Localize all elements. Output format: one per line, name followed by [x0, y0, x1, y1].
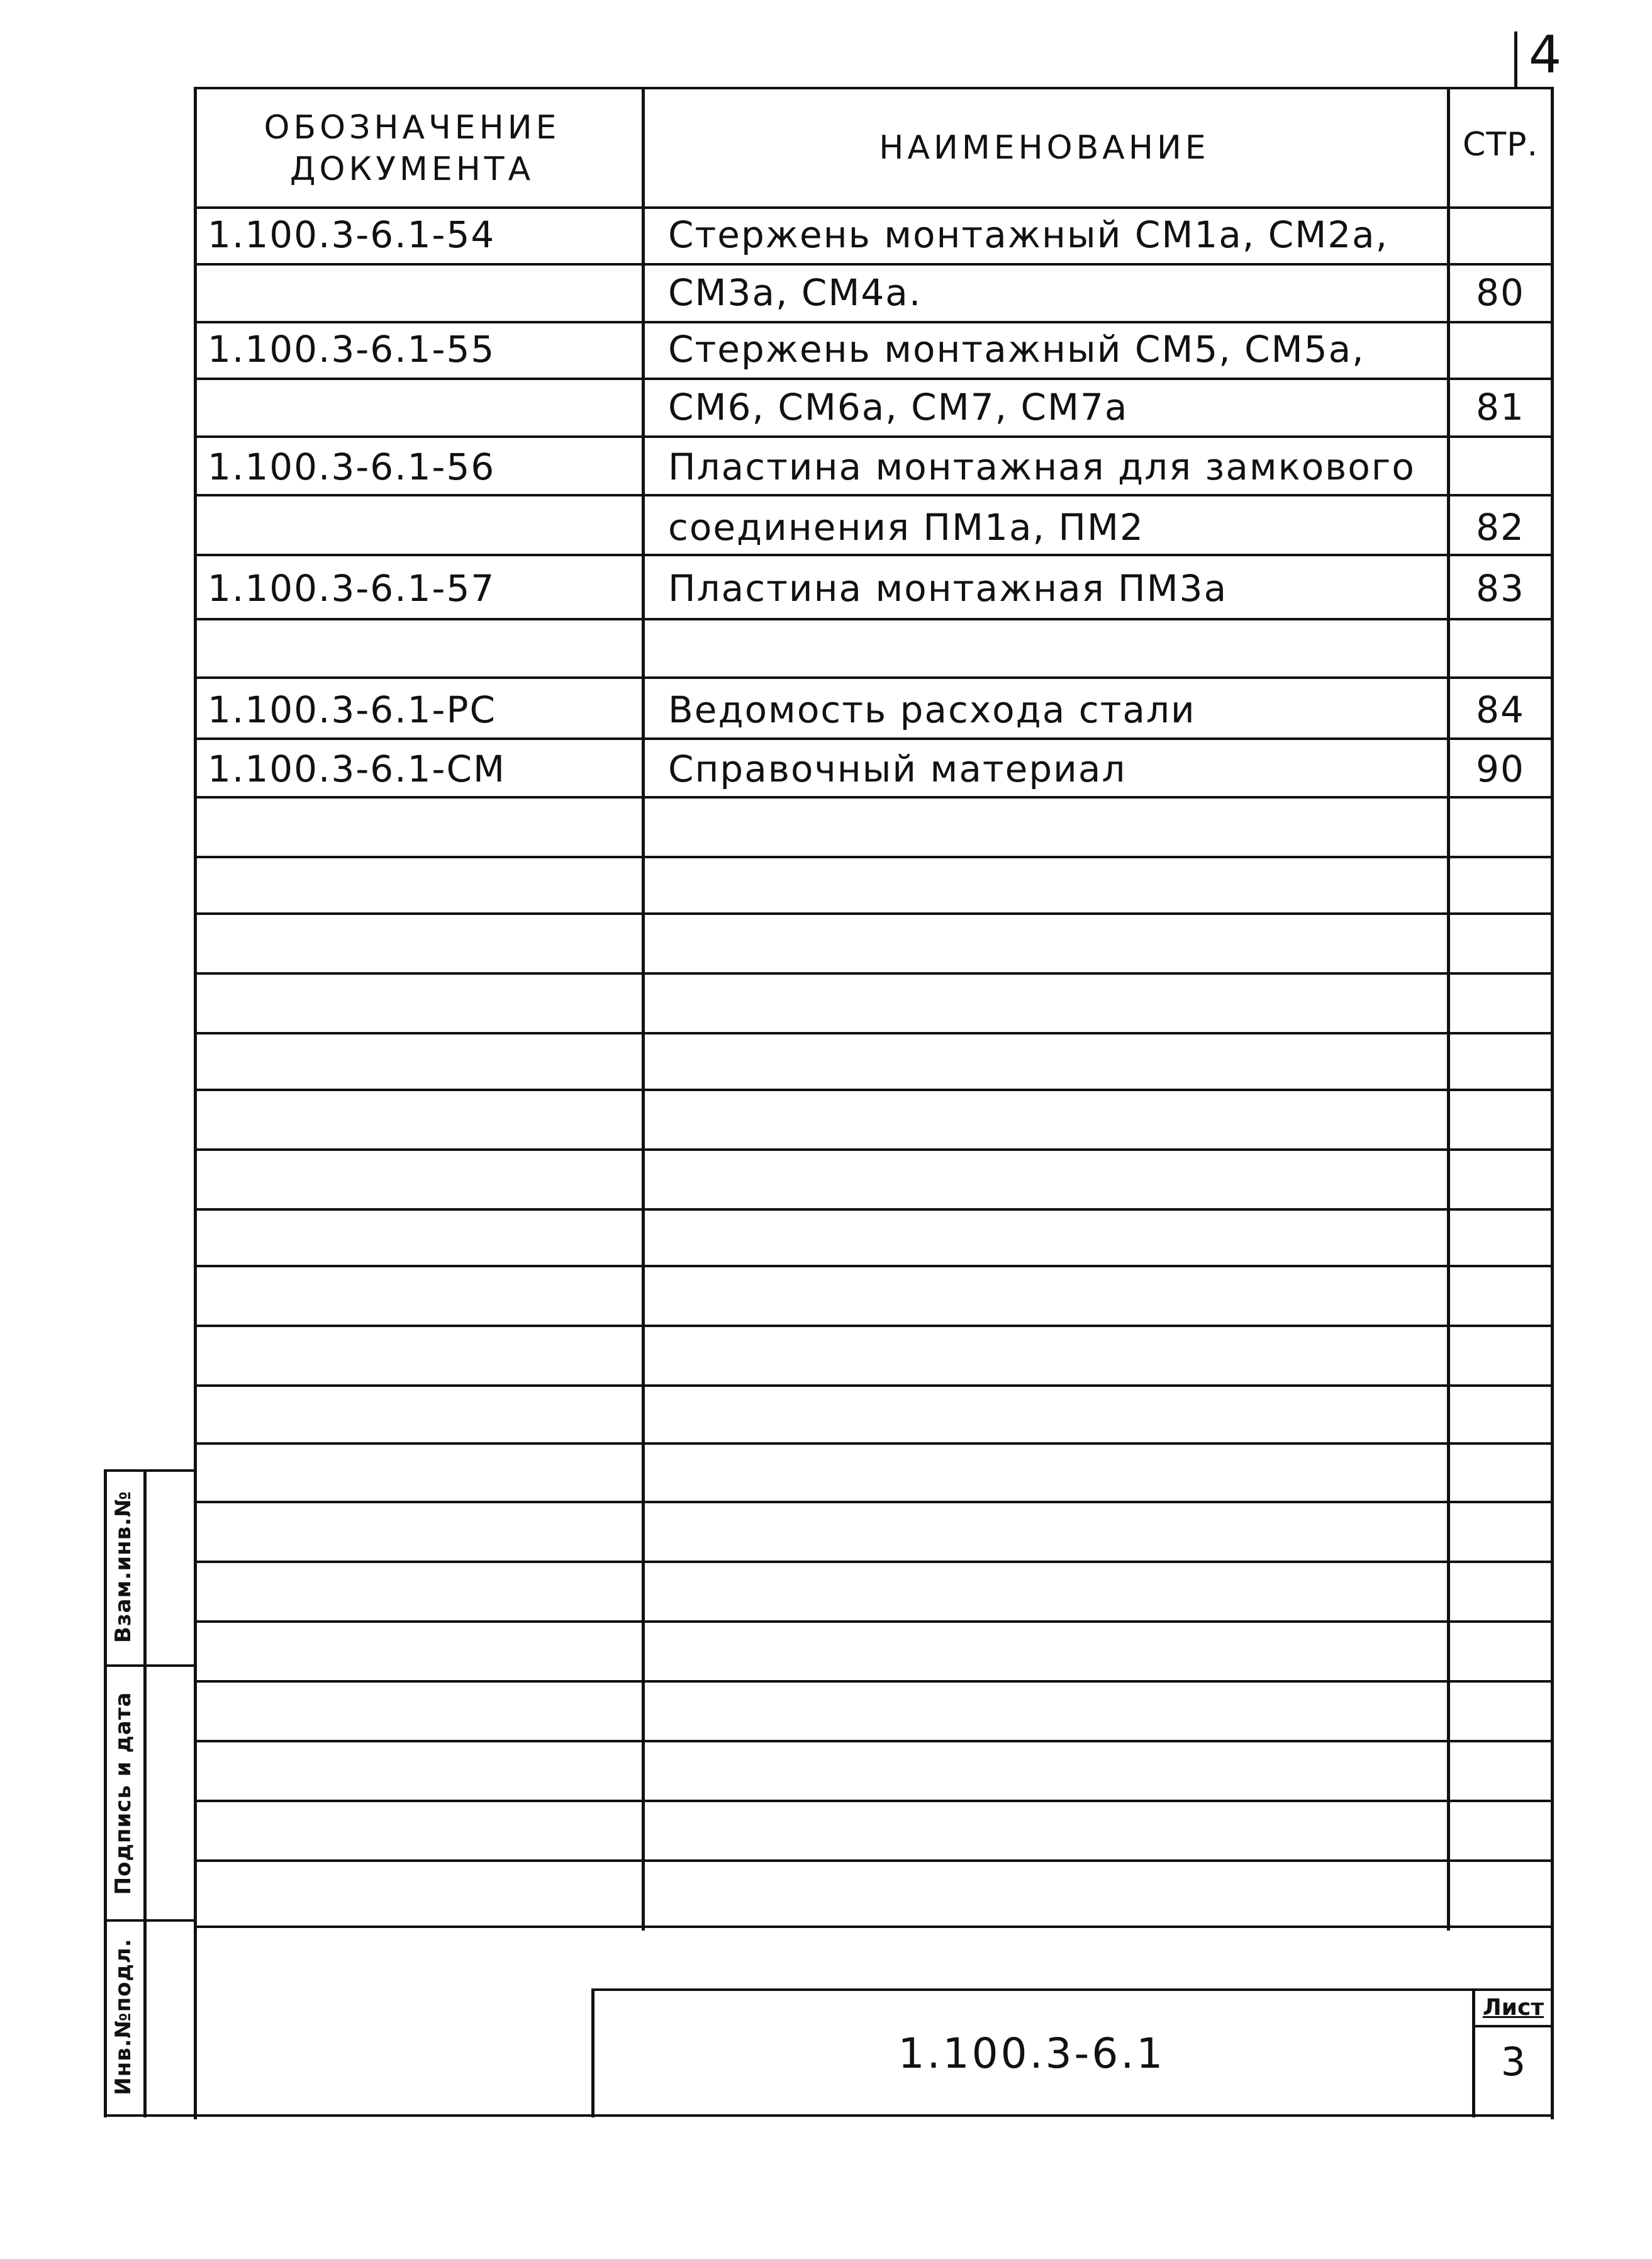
title-block-left-line: [591, 1988, 594, 2117]
title-block-top-line: [591, 1988, 1554, 1991]
header-page: СТР.: [1463, 126, 1538, 164]
row-line: [195, 1561, 1554, 1563]
row-name: СМ6, СМ6а, СМ7, СМ7а: [668, 386, 1129, 429]
row-line: [195, 1800, 1554, 1802]
row-line: [195, 1859, 1554, 1862]
row-designation: 1.100.3-6.1-57: [208, 567, 496, 610]
header-bottom-line: [195, 206, 1554, 209]
row-name: соединения ПМ1а, ПМ2: [668, 506, 1144, 549]
stamp-original-inv: Инв.№подл.: [111, 1938, 136, 2095]
row-line: [195, 1384, 1554, 1387]
row-page: 80: [1476, 271, 1525, 314]
row-name: Пластина монтажная для замкового: [668, 446, 1415, 488]
row-line: [195, 796, 1554, 799]
row-designation: 1.100.3-6.1-СМ: [208, 748, 506, 790]
row-line: [195, 618, 1554, 620]
column-divider-1: [642, 87, 645, 1931]
row-page: 83: [1476, 567, 1525, 610]
row-line: [195, 1740, 1554, 1742]
row-page: 82: [1476, 506, 1525, 549]
frame-bottom: [107, 2114, 1554, 2117]
row-line: [195, 321, 1554, 323]
row-line: [195, 1620, 1554, 1623]
row-line: [195, 1032, 1554, 1034]
row-line: [195, 1265, 1554, 1267]
row-line: [195, 435, 1554, 438]
row-designation: 1.100.3-6.1-56: [208, 446, 496, 488]
frame-top: [195, 87, 1554, 89]
row-line: [195, 1148, 1554, 1151]
row-page: 81: [1476, 386, 1525, 429]
header-name: НАИМЕНОВАНИЕ: [879, 129, 1210, 167]
sheet-label: Лист: [1482, 1995, 1544, 2021]
row-line: [195, 912, 1554, 915]
frame-left: [194, 87, 197, 2119]
row-line: [195, 554, 1554, 556]
row-designation: 1.100.3-6.1-54: [208, 213, 496, 256]
row-line: [195, 1089, 1554, 1091]
row-name: Ведомость расхода стали: [668, 688, 1196, 731]
page-corner-number: 4: [1529, 25, 1562, 85]
stamp-replacement-inv: Взам.инв.№: [111, 1491, 136, 1643]
row-name: СМ3а, СМ4а.: [668, 271, 922, 314]
stamp-signature-date: Подпись и дата: [111, 1691, 136, 1895]
row-name: Справочный материал: [668, 748, 1127, 790]
row-line: [195, 1680, 1554, 1683]
row-name: Стержень монтажный СМ5, СМ5а,: [668, 328, 1365, 371]
row-line: [195, 494, 1554, 496]
row-line: [195, 263, 1554, 266]
row-name: Стержень монтажный СМ1а, СМ2а,: [668, 213, 1389, 256]
stamp-outer-left: [104, 1469, 107, 2117]
stamp-inner-divider: [143, 1469, 147, 2117]
row-name: Пластина монтажная ПМ3а: [668, 567, 1228, 610]
row-designation: 1.100.3-6.1-РС: [208, 688, 496, 731]
row-line: [195, 972, 1554, 975]
row-line: [195, 1501, 1554, 1503]
sheet-number: 3: [1500, 2039, 1526, 2085]
row-page: 84: [1476, 688, 1525, 731]
header-designation: ОБОЗНАЧЕНИЕ ДОКУМЕНТА: [264, 109, 561, 188]
corner-mark-line: [1514, 31, 1517, 88]
title-block-sheet-line: [1472, 2025, 1554, 2027]
document-code: 1.100.3-6.1: [898, 2029, 1166, 2078]
title-block-sheet-divider: [1472, 1988, 1475, 2117]
row-line: [195, 676, 1554, 679]
row-line: [195, 1442, 1554, 1445]
row-designation: 1.100.3-6.1-55: [208, 328, 496, 371]
row-line: [195, 1208, 1554, 1211]
column-divider-2: [1447, 87, 1450, 1931]
row-line: [195, 737, 1554, 740]
row-line: [195, 1925, 1554, 1928]
row-page: 90: [1476, 748, 1525, 790]
row-line: [195, 856, 1554, 858]
frame-right: [1551, 87, 1554, 2119]
row-line: [195, 378, 1554, 380]
row-line: [195, 1325, 1554, 1327]
